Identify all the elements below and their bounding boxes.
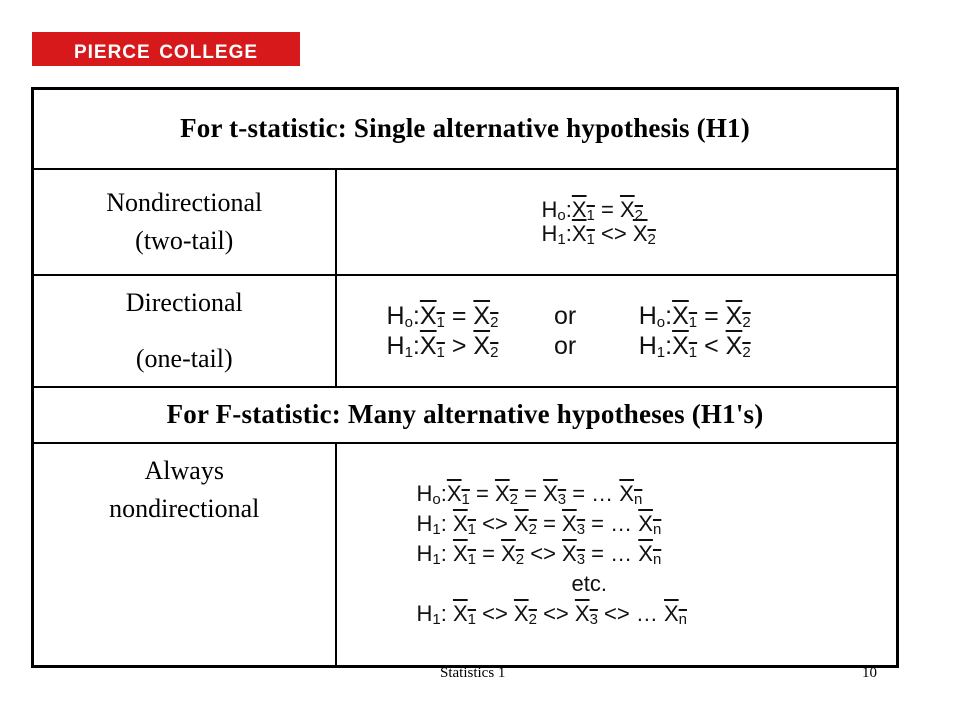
t-statistic-header: For t-statistic: Single alternative hypothesis (H1) [33,89,898,169]
directional-formula-cell [336,275,898,387]
directional-formula: $H_o:X_1 = X_2$ or $H_o:X_1 = X_2$ $H_1:X_1 > X_2$ or $H_1:X_1 < X_2$ [386,301,751,361]
nondirectional-formula-cell [336,169,898,275]
f-statistic-header: For F-statistic: Many alternative hypotheses (H1's) [33,387,898,443]
footer-page-number: 10 [862,665,877,681]
f-formula: $H_o:X_1 = X_2 = X_3$ = … $X_n$ $H_1$: $X_1 <> X_2 = X_3$ = … $X_n$ $H_1$: $X_1 = X_2 <> X_3$ = … $X_n$ etc. $H_1$: $X_1 <> X_2 <> X_3$ <> … $X_n$ [416,481,687,629]
directional-label [33,275,336,387]
nondirectional-label-line2: (two-tail) [135,225,234,255]
f-header-row [33,387,898,443]
always-nondirectional-row [33,443,898,667]
nondirectional-label-line1: Nondirectional [106,187,263,217]
directional-label-line2: (one-tail) [135,343,233,373]
college-logo: pierce college [32,32,300,66]
nondirectional-label [33,169,336,275]
f-formula-cell [336,443,898,667]
hypothesis-table [31,87,899,668]
nondirectional-formula: $H_o:X_1 = X_2$ $H_1:X_1 <> X_2$ [541,196,656,248]
always-nondirectional-label [33,443,336,667]
directional-row [33,275,898,387]
always-label-line2: nondirectional [109,493,260,523]
nondirectional-row [33,169,898,275]
t-header-row [33,89,898,169]
directional-label-line1: Directional [125,287,243,317]
footer-course: Statistics 1 [440,665,506,681]
always-label-line1: Always [144,455,224,485]
